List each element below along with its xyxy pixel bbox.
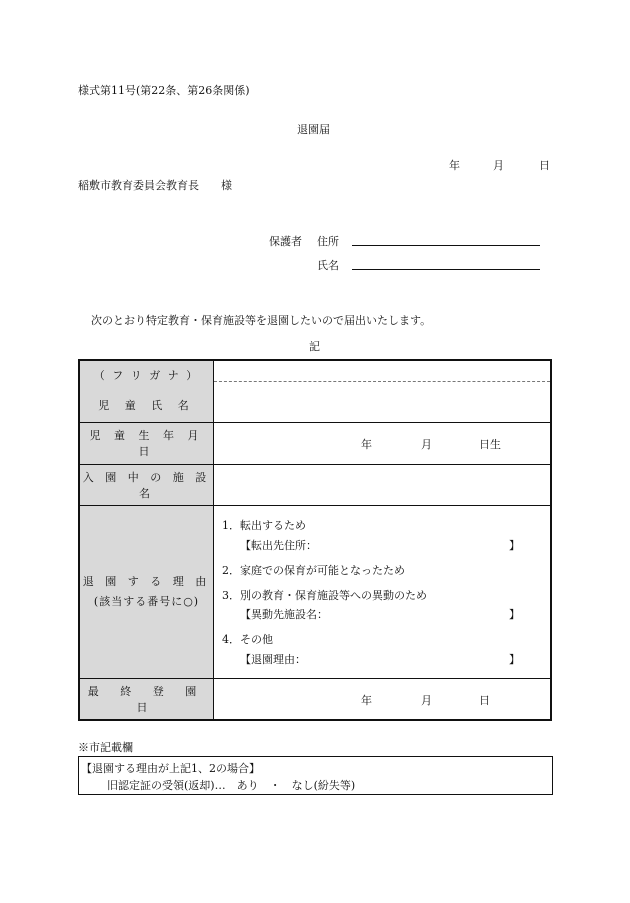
- child-name-row: [79, 360, 551, 422]
- reason-row: [79, 505, 551, 678]
- furigana-label: （ フ リ ガ ナ ）: [93, 369, 200, 383]
- ki-label: 記: [309, 340, 320, 353]
- child-name-label-cell: [79, 360, 214, 422]
- form-title: 退園届: [297, 123, 330, 136]
- last-day-month: 月: [421, 693, 432, 707]
- date-month-label: 月: [493, 159, 504, 172]
- last-day-year: 年: [361, 693, 372, 707]
- reason-label: 退 園 す る 理 由: [82, 574, 211, 588]
- reason-1-detail: 【転出先住所：: [240, 538, 317, 552]
- guardian-name-label: 氏名: [317, 259, 339, 272]
- last-day-day: 日: [479, 693, 490, 707]
- birth-day: 日生: [479, 437, 501, 451]
- facility-label: 入 園 中 の 施 設 名: [79, 464, 214, 505]
- guardian-address-line[interactable]: [352, 245, 540, 246]
- birth-label: 児 童 生 年 月 日: [79, 422, 214, 464]
- birth-month: 月: [421, 437, 432, 451]
- last-day-label: 最 終 登 園 日: [79, 678, 214, 720]
- reason-4[interactable]: 4．その他: [222, 632, 273, 646]
- birth-row: [79, 422, 551, 464]
- reason-1-close: 】: [509, 538, 520, 552]
- guardian-name-line[interactable]: [352, 269, 540, 270]
- date-year-label: 年: [449, 159, 460, 172]
- reason-3-detail: 【異動先施設名：: [240, 607, 328, 621]
- city-note-line1: 【退園する理由が上記1、2の場合】: [81, 762, 260, 775]
- birth-year: 年: [361, 437, 372, 451]
- reason-cell: [214, 505, 552, 678]
- child-name-label: 児 童 氏 名: [98, 399, 195, 413]
- city-note-box: [78, 756, 553, 795]
- birth-cell[interactable]: [214, 422, 552, 464]
- guardian-address-label: 住所: [317, 235, 339, 248]
- statement: 次のとおり特定教育・保育施設等を退園したいので届出いたします。: [91, 314, 432, 327]
- reason-4-detail: 【退園理由：: [240, 652, 306, 666]
- form-number: 様式第11号(第22条、第26条関係): [78, 84, 250, 97]
- reason-3-close: 】: [509, 607, 520, 621]
- facility-cell[interactable]: [214, 464, 552, 505]
- reason-1[interactable]: 1．転出するため: [222, 518, 306, 532]
- withdrawal-table: [78, 359, 552, 721]
- furigana-divider: [214, 381, 550, 382]
- reason-label-cell: [79, 505, 214, 678]
- reason-2[interactable]: 2．家庭での保育が可能となったため: [222, 563, 405, 577]
- reason-3[interactable]: 3．別の教育・保育施設等への異動のため: [222, 588, 427, 602]
- last-day-row: [79, 678, 551, 720]
- reason-sub-label: (該当する番号に○): [93, 594, 200, 608]
- city-note-line2: 旧認定証の受領(返却)… あり ・ なし(紛失等): [107, 779, 356, 792]
- addressee: 稲敷市教育委員会教育長 様: [78, 179, 232, 192]
- city-note-header: ※市記載欄: [78, 741, 133, 754]
- facility-row: [79, 464, 551, 505]
- child-name-cell[interactable]: [214, 360, 552, 422]
- guardian-label: 保護者: [269, 235, 302, 248]
- last-day-cell[interactable]: [214, 678, 552, 720]
- reason-4-close: 】: [509, 652, 520, 666]
- date-day-label: 日: [539, 159, 550, 172]
